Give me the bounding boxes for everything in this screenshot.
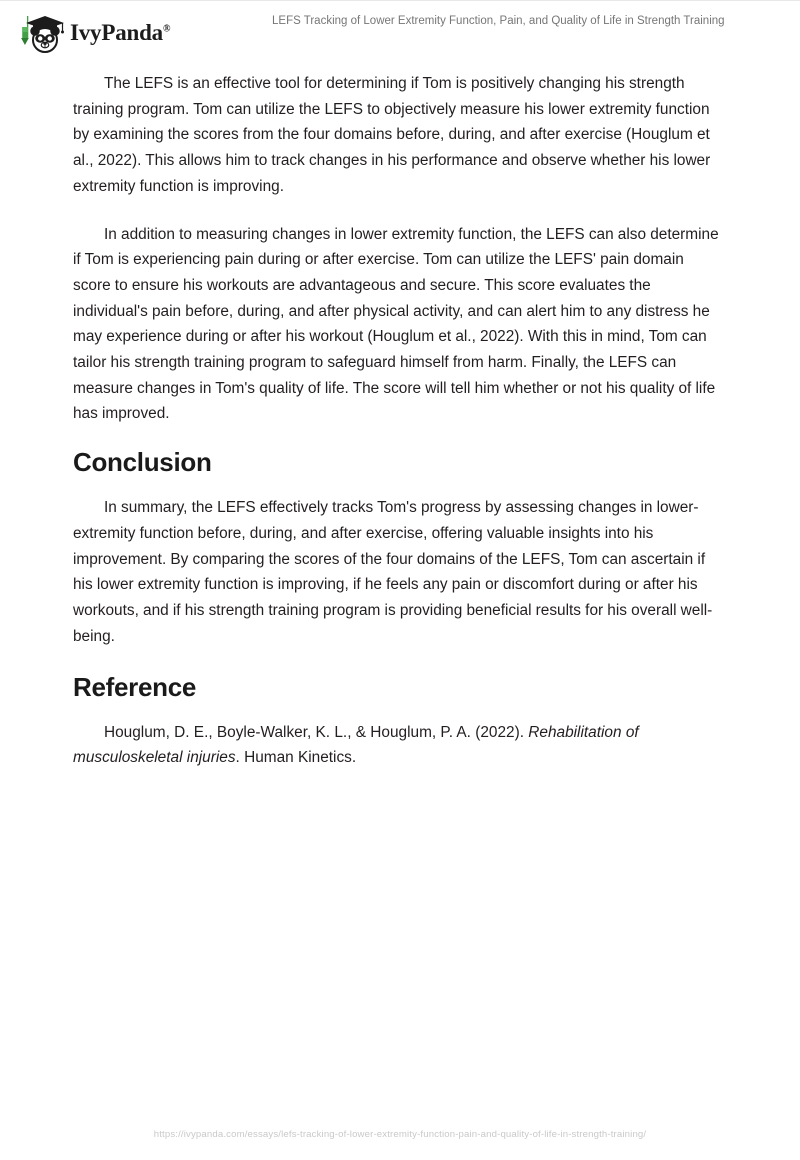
- brand-logo-block[interactable]: [14, 13, 170, 53]
- paragraph-lefs-effective-tool: The LEFS is an effective tool for determining if Tom is positively changing his strength training program. Tom can utilize the LEFS to objectively measure his lower extremity function by examining the scores from the four domains before, during, and after exercise (Houglum et al., 2022). This allows him to track changes in his performance and observe whether his lower extremity function is improving.: [73, 75, 711, 195]
- heading-conclusion: Conclusion: [73, 447, 212, 478]
- panda-graduate-logo-icon: [14, 12, 66, 54]
- reference-entry: [73, 720, 725, 771]
- page-footer: [0, 1124, 800, 1142]
- paragraph-pain-domain: In addition to measuring changes in lower extremity function, the LEFS can also determine if Tom is experiencing pain during or after exercise. Tom can utilize the LEFS' pain domain score to ensure his workouts are advantageous and secure. This score evaluates the individual's pain before, during, and after physical activity, and can alert him to any distress he may experience during or after his workout (Houglum et al., 2022). With this in mind, Tom can tailor his strength training program to safeguard himself from harm. Finally, the LEFS can measure changes in Tom's quality of life. The score will tell him whether or not his quality of life has improved.: [73, 225, 719, 423]
- document-body: [73, 71, 725, 771]
- reference-authors-year: Houglum, D. E., Boyle-Walker, K. L., & Houglum, P. A. (2022).: [104, 723, 529, 741]
- paragraph-conclusion-summary: In summary, the LEFS effectively tracks Tom's progress by assessing changes in lower-extremity function before, during, and after exercise, offering valuable insights into his improvement. By comparing the scores of the four domains of the LEFS, Tom can ascertain if his lower extremity function is improving, if he feels any pain or discomfort during or after his workouts, and if his strength training program is providing beneficial results for his overall well-being.: [73, 499, 713, 645]
- page-header: [0, 1, 800, 61]
- footer-source-url[interactable]: https://ivypanda.com/essays/lefs-tracking-of-lower-extremity-function-pain-and-quality-of-life-in-strength-training/: [153, 1129, 647, 1140]
- brand-name: [70, 20, 170, 46]
- reference-title: Rehabilitation of musculoskeletal injuries: [73, 723, 639, 767]
- brand-name-text: IvyPanda: [70, 20, 163, 45]
- document-header-title: LEFS Tracking of Lower Extremity Function, Pain, and Quality of Life in Strength Training: [272, 15, 725, 27]
- heading-reference: Reference: [73, 671, 197, 702]
- reference-publisher: . Human Kinetics.: [235, 749, 357, 767]
- registered-mark-icon: ®: [162, 23, 171, 35]
